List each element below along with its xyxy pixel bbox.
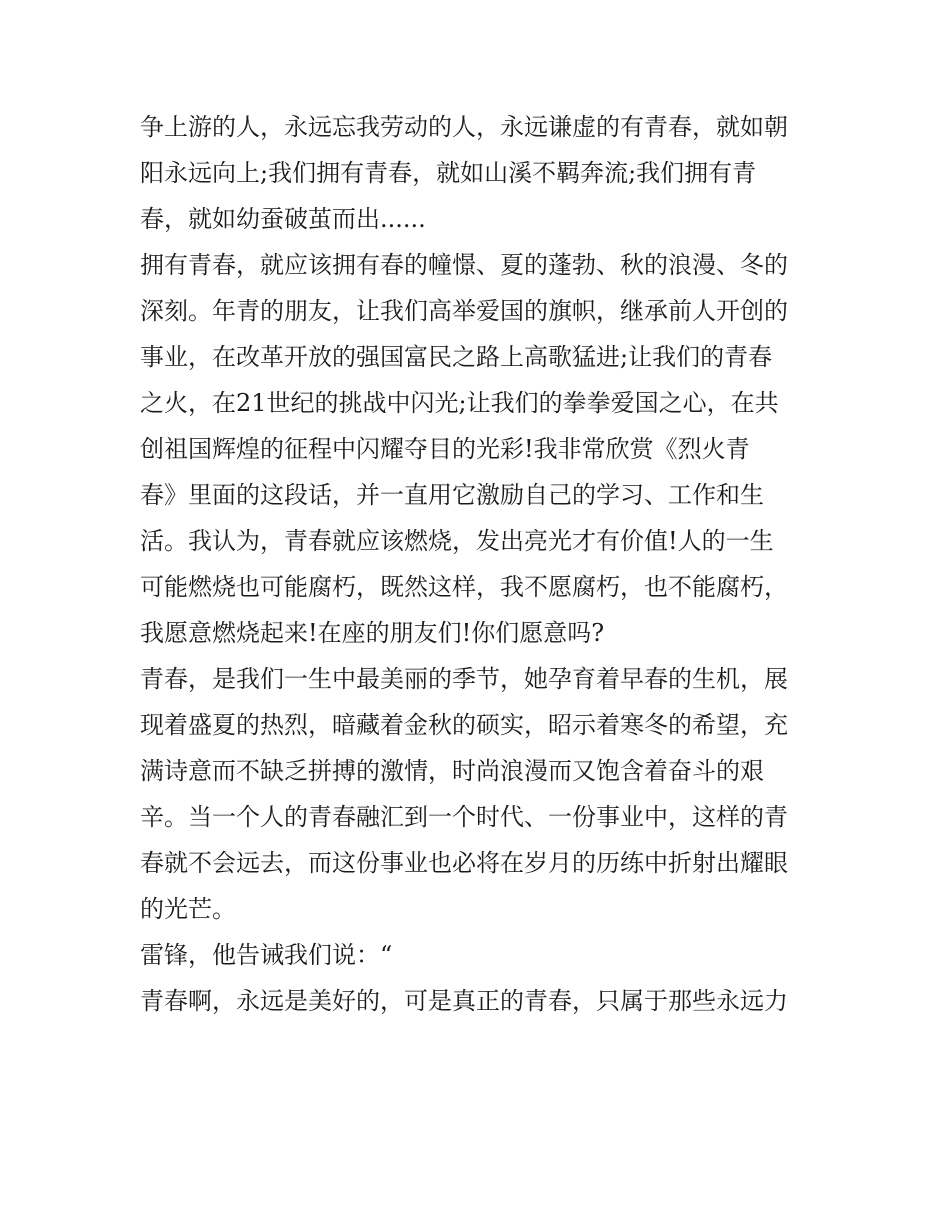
text-line: 雷锋，他告诫我们说：“ bbox=[140, 941, 393, 969]
text-line: 之火，在21世纪的挑战中闪光;让我们的拳拳爱国之心，在共 bbox=[140, 389, 779, 417]
text-line: 争上游的人，永远忘我劳动的人，永远谦虚的有青春，就如朝 bbox=[140, 113, 788, 141]
text-line: 春，就如幼蚕破茧而出...... bbox=[140, 205, 426, 233]
text-line: 拥有青春，就应该拥有春的幢憬、夏的蓬勃、秋的浪漫、冬的 bbox=[140, 251, 788, 279]
text-line: 我愿意燃烧起来!在座的朋友们!你们愿意吗? bbox=[140, 619, 605, 647]
text-line: 青春啊，永远是美好的，可是真正的青春，只属于那些永远力 bbox=[140, 987, 788, 1015]
text-line: 满诗意而不缺乏拼搏的激情，时尚浪漫而又饱含着奋斗的艰 bbox=[140, 757, 764, 785]
text-line: 创祖国辉煌的征程中闪耀夺目的光彩!我非常欣赏《烈火青 bbox=[140, 435, 750, 463]
text-line: 辛。当一个人的青春融汇到一个时代、一份事业中，这样的青 bbox=[140, 803, 788, 831]
text-line: 春就不会远去，而这份事业也必将在岁月的历练中折射出耀眼 bbox=[140, 849, 788, 877]
text-line: 青春，是我们一生中最美丽的季节，她孕育着早春的生机，展 bbox=[140, 665, 788, 693]
text-line: 事业，在改革开放的强国富民之路上高歌猛进;让我们的青春 bbox=[140, 343, 773, 371]
text-line: 可能燃烧也可能腐朽，既然这样，我不愿腐朽，也不能腐朽， bbox=[140, 573, 788, 601]
text-line: 阳永远向上;我们拥有青春，就如山溪不羁奔流;我们拥有青 bbox=[140, 159, 757, 187]
text-line: 春》里面的这段话，并一直用它激励自己的学习、工作和生 bbox=[140, 481, 764, 509]
document-body bbox=[140, 104, 816, 1024]
text-line: 活。我认为，青春就应该燃烧，发出亮光才有价值!人的一生 bbox=[140, 527, 774, 555]
text-line: 的光芒。 bbox=[140, 895, 236, 923]
text-line: 现着盛夏的热烈，暗藏着金秋的硕实，昭示着寒冬的希望，充 bbox=[140, 711, 788, 739]
text-line: 深刻。年青的朋友，让我们高举爱国的旗帜，继承前人开创的 bbox=[140, 297, 788, 325]
